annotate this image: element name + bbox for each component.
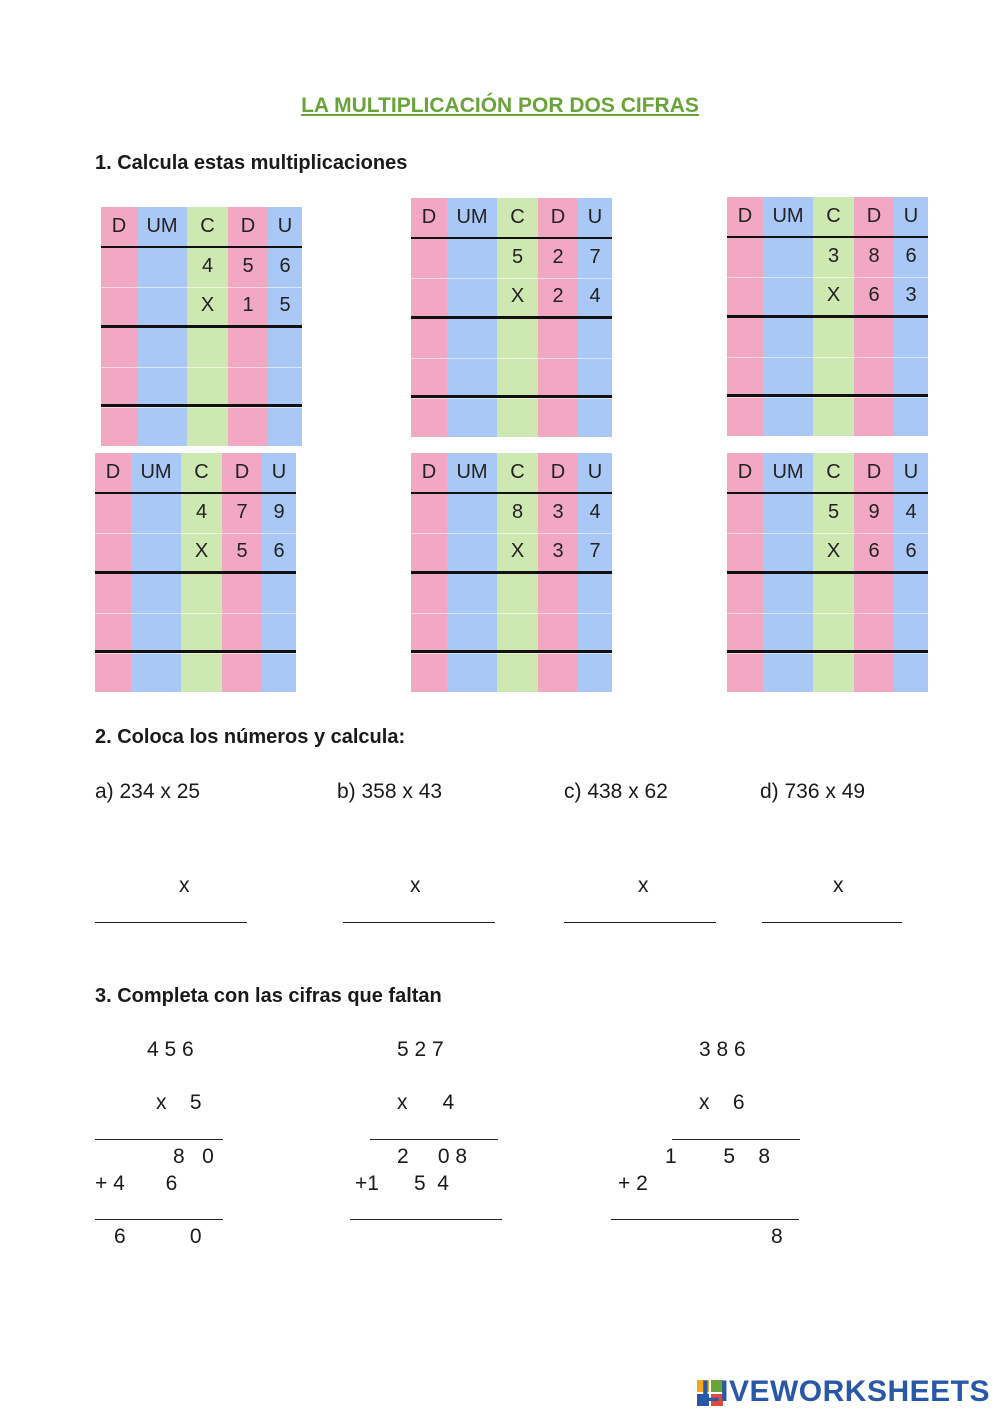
answer-cell[interactable] xyxy=(727,318,763,356)
ex3-line1 xyxy=(672,1139,800,1141)
ex3-result[interactable]: 8 xyxy=(771,1225,783,1248)
grid-digit xyxy=(763,532,813,571)
grid-digit xyxy=(101,247,137,286)
grid-digit xyxy=(447,532,497,571)
grid-header-d: D xyxy=(866,205,882,227)
grid-digit: 7 xyxy=(589,540,601,562)
grid-digit: 5 xyxy=(827,501,840,523)
ex1-partial1[interactable]: 8 0 xyxy=(173,1145,214,1168)
answer-cell[interactable] xyxy=(447,397,497,435)
grid-header-um: UM xyxy=(456,206,488,228)
item-d-answer-line[interactable] xyxy=(762,922,902,924)
grid-digit: 4 xyxy=(905,501,917,523)
grid-digit xyxy=(95,532,131,571)
grid-header-d: D xyxy=(737,461,753,483)
grid-header-d: D xyxy=(105,461,121,483)
ex2-line1 xyxy=(370,1139,498,1141)
grid-digit xyxy=(763,237,813,276)
answer-cell[interactable] xyxy=(497,397,538,435)
answer-cell[interactable] xyxy=(894,357,928,395)
multiply-sign: X xyxy=(194,540,209,562)
grid-digit xyxy=(727,276,763,315)
ex2-top: 5 2 7 xyxy=(397,1038,444,1061)
ex1-line2 xyxy=(95,1219,223,1221)
answer-cell[interactable] xyxy=(268,367,302,405)
grid-digit xyxy=(131,493,181,532)
item-d-label: d) 736 x 49 xyxy=(760,780,866,803)
multiplication-grid xyxy=(727,453,928,692)
answer-cell[interactable] xyxy=(578,652,612,690)
answer-cell[interactable] xyxy=(447,652,497,690)
ex3-partial1[interactable]: 1 5 8 xyxy=(665,1145,771,1168)
grid-digit xyxy=(727,532,763,571)
multiplication-grid xyxy=(411,453,612,692)
grid-digit xyxy=(131,532,181,571)
answer-cell[interactable] xyxy=(763,613,813,651)
grid-header-um: UM xyxy=(772,205,804,227)
answer-cell[interactable] xyxy=(578,613,612,651)
answer-cell[interactable] xyxy=(854,574,894,612)
ex3-mult: x 6 xyxy=(699,1091,745,1114)
grid-header-um: UM xyxy=(772,461,804,483)
grid-header-d: D xyxy=(737,205,753,227)
grid-header-um: UM xyxy=(140,461,172,483)
answer-cell[interactable] xyxy=(447,574,497,612)
grid-header-u: U xyxy=(587,206,603,228)
answer-cell[interactable] xyxy=(181,574,222,612)
answer-cell[interactable] xyxy=(187,406,228,444)
grid-header-d: D xyxy=(234,461,250,483)
grid-digit: 4 xyxy=(201,255,214,277)
grid-header-u: U xyxy=(903,461,919,483)
grid-header-u: U xyxy=(587,461,603,483)
answer-cell[interactable] xyxy=(181,613,222,651)
answer-cell[interactable] xyxy=(894,652,928,690)
grid-digit xyxy=(101,286,137,325)
grid-digit xyxy=(447,493,497,532)
page-title: LA MULTIPLICACIÓN POR DOS CIFRAS xyxy=(301,94,699,117)
grid-header-d: D xyxy=(550,206,566,228)
answer-cell[interactable] xyxy=(538,613,578,651)
answer-cell[interactable] xyxy=(411,613,447,651)
grid-header-d: D xyxy=(550,461,566,483)
grid-header-c: C xyxy=(826,205,841,227)
grid-header-d: D xyxy=(421,461,437,483)
multiplication-grid xyxy=(101,207,302,446)
ex3-top: 3 8 6 xyxy=(699,1038,746,1061)
answer-cell[interactable] xyxy=(578,358,612,396)
grid-digit xyxy=(411,277,447,316)
section2-heading: 2. Coloca los números y calcula: xyxy=(95,726,406,748)
grid-digit xyxy=(95,493,131,532)
grid-digit xyxy=(727,237,763,276)
answer-cell[interactable] xyxy=(131,652,181,690)
grid-digit: 6 xyxy=(905,245,917,267)
answer-cell[interactable] xyxy=(813,574,854,612)
grid-header-c: C xyxy=(510,206,525,228)
answer-cell[interactable] xyxy=(727,396,763,434)
liveworksheets-brand: LIVEWORKSHEETS xyxy=(701,1375,990,1408)
ex3-line2 xyxy=(611,1219,799,1221)
ex3-partial2[interactable]: + 2 xyxy=(618,1172,648,1195)
answer-cell[interactable] xyxy=(497,574,538,612)
answer-cell[interactable] xyxy=(813,357,854,395)
item-a-answer-line[interactable] xyxy=(95,922,247,924)
answer-cell[interactable] xyxy=(262,652,296,690)
answer-cell[interactable] xyxy=(538,652,578,690)
answer-cell[interactable] xyxy=(894,574,928,612)
grid-digit: 8 xyxy=(511,501,524,523)
answer-cell[interactable] xyxy=(497,358,538,396)
grid-digit: 6 xyxy=(279,255,291,277)
answer-cell[interactable] xyxy=(411,319,447,357)
item-b-label: b) 358 x 43 xyxy=(337,780,443,803)
ex2-line2 xyxy=(350,1219,502,1221)
ex2-partial2[interactable]: +1 5 4 xyxy=(355,1172,449,1195)
grid-digit: 4 xyxy=(195,501,208,523)
answer-cell[interactable] xyxy=(222,613,262,651)
grid-header-um: UM xyxy=(456,461,488,483)
answer-cell[interactable] xyxy=(411,652,447,690)
answer-cell[interactable] xyxy=(497,319,538,357)
ex1-mult: x 5 xyxy=(156,1091,202,1114)
multiply-sign: X xyxy=(510,540,525,562)
ex1-line1 xyxy=(95,1139,223,1141)
answer-cell[interactable] xyxy=(101,406,137,444)
grid-header-u: U xyxy=(277,215,293,237)
grid-digit: 7 xyxy=(589,246,601,268)
answer-cell[interactable] xyxy=(813,396,854,434)
answer-cell[interactable] xyxy=(262,613,296,651)
answer-cell[interactable] xyxy=(763,357,813,395)
answer-cell[interactable] xyxy=(578,319,612,357)
multiplication-grid xyxy=(727,197,928,436)
multiply-sign: X xyxy=(826,540,841,562)
ex2-mult: x 4 xyxy=(397,1091,455,1114)
answer-cell[interactable] xyxy=(447,613,497,651)
multiply-sign: X xyxy=(826,284,841,306)
answer-cell[interactable] xyxy=(95,574,131,612)
answer-cell[interactable] xyxy=(497,613,538,651)
answer-cell[interactable] xyxy=(137,367,187,405)
answer-cell[interactable] xyxy=(813,613,854,651)
answer-cell[interactable] xyxy=(187,367,228,405)
answer-cell[interactable] xyxy=(497,652,538,690)
grid-digit xyxy=(447,238,497,277)
answer-cell[interactable] xyxy=(95,613,131,651)
answer-cell[interactable] xyxy=(228,367,268,405)
section3-heading: 3. Completa con las cifras que faltan xyxy=(95,985,442,1007)
answer-cell[interactable] xyxy=(538,358,578,396)
item-d-x: x xyxy=(833,874,844,897)
grid-digit: 3 xyxy=(905,284,917,306)
answer-cell[interactable] xyxy=(262,574,296,612)
answer-cell[interactable] xyxy=(727,574,763,612)
answer-cell[interactable] xyxy=(854,613,894,651)
grid-digit xyxy=(763,276,813,315)
grid-digit: 5 xyxy=(279,294,291,316)
answer-cell[interactable] xyxy=(137,328,187,366)
answer-cell[interactable] xyxy=(813,652,854,690)
grid-header-d: D xyxy=(866,461,882,483)
grid-header-c: C xyxy=(200,215,215,237)
grid-digit: 2 xyxy=(552,246,564,268)
answer-cell[interactable] xyxy=(181,652,222,690)
answer-cell[interactable] xyxy=(268,328,302,366)
answer-cell[interactable] xyxy=(854,318,894,356)
answer-cell[interactable] xyxy=(101,367,137,405)
grid-digit xyxy=(411,238,447,277)
grid-digit: 3 xyxy=(552,540,564,562)
grid-digit: 3 xyxy=(552,501,564,523)
answer-cell[interactable] xyxy=(222,652,262,690)
answer-cell[interactable] xyxy=(222,574,262,612)
answer-cell[interactable] xyxy=(228,328,268,366)
answer-cell[interactable] xyxy=(854,396,894,434)
answer-cell[interactable] xyxy=(727,613,763,651)
item-c-answer-line[interactable] xyxy=(564,922,716,924)
answer-cell[interactable] xyxy=(727,357,763,395)
grid-digit xyxy=(137,286,187,325)
grid-digit: 7 xyxy=(236,501,248,523)
grid-digit xyxy=(411,532,447,571)
grid-digit: 6 xyxy=(868,540,880,562)
grid-digit: 6 xyxy=(273,540,285,562)
grid-digit xyxy=(447,277,497,316)
grid-digit: 9 xyxy=(273,501,285,523)
grid-header-d: D xyxy=(111,215,127,237)
answer-cell[interactable] xyxy=(95,652,131,690)
answer-cell[interactable] xyxy=(137,406,187,444)
item-a-x: x xyxy=(179,874,190,897)
answer-cell[interactable] xyxy=(578,574,612,612)
answer-cell[interactable] xyxy=(763,396,813,434)
multiply-sign: X xyxy=(510,285,525,307)
ex1-partial2[interactable]: + 4 6 xyxy=(95,1172,178,1195)
grid-digit: 5 xyxy=(242,255,254,277)
answer-cell[interactable] xyxy=(411,358,447,396)
answer-cell[interactable] xyxy=(854,652,894,690)
answer-cell[interactable] xyxy=(187,328,228,366)
grid-header-c: C xyxy=(510,461,525,483)
grid-digit: 6 xyxy=(868,284,880,306)
answer-cell[interactable] xyxy=(411,397,447,435)
multiplication-grid xyxy=(95,453,296,692)
grid-header-u: U xyxy=(903,205,919,227)
ex2-partial1[interactable]: 2 0 8 xyxy=(397,1145,468,1168)
answer-cell[interactable] xyxy=(854,357,894,395)
answer-cell[interactable] xyxy=(894,613,928,651)
item-c-label: c) 438 x 62 xyxy=(564,780,668,803)
item-b-answer-line[interactable] xyxy=(343,922,495,924)
answer-cell[interactable] xyxy=(538,319,578,357)
grid-digit: 1 xyxy=(242,294,254,316)
grid-digit: 9 xyxy=(868,501,880,523)
grid-digit: 4 xyxy=(589,501,601,523)
answer-cell[interactable] xyxy=(538,397,578,435)
item-a-label: a) 234 x 25 xyxy=(95,780,201,803)
grid-digit xyxy=(727,493,763,532)
ex1-top: 4 5 6 xyxy=(147,1038,194,1061)
grid-digit xyxy=(137,247,187,286)
grid-digit: 5 xyxy=(236,540,248,562)
answer-cell[interactable] xyxy=(813,318,854,356)
answer-cell[interactable] xyxy=(131,574,181,612)
answer-cell[interactable] xyxy=(763,574,813,612)
answer-cell[interactable] xyxy=(411,574,447,612)
answer-cell[interactable] xyxy=(578,397,612,435)
multiply-sign: X xyxy=(200,294,215,316)
grid-digit: 5 xyxy=(511,246,524,268)
grid-header-d: D xyxy=(240,215,256,237)
answer-cell[interactable] xyxy=(763,318,813,356)
item-c-x: x xyxy=(638,874,649,897)
answer-cell[interactable] xyxy=(228,406,268,444)
grid-header-c: C xyxy=(826,461,841,483)
grid-digit: 2 xyxy=(552,285,564,307)
grid-header-um: UM xyxy=(146,215,178,237)
grid-digit xyxy=(763,493,813,532)
answer-cell[interactable] xyxy=(131,613,181,651)
grid-header-d: D xyxy=(421,206,437,228)
grid-digit: 6 xyxy=(905,540,917,562)
grid-digit xyxy=(411,493,447,532)
answer-cell[interactable] xyxy=(447,358,497,396)
grid-digit: 3 xyxy=(827,245,840,267)
grid-header-c: C xyxy=(194,461,209,483)
item-b-x: x xyxy=(410,874,421,897)
ex1-result[interactable]: 6 0 xyxy=(114,1225,202,1248)
multiplication-grid xyxy=(411,198,612,437)
section1-heading: 1. Calcula estas multiplicaciones xyxy=(95,152,408,174)
answer-cell[interactable] xyxy=(894,318,928,356)
grid-header-u: U xyxy=(271,461,287,483)
grid-digit: 4 xyxy=(589,285,601,307)
answer-cell[interactable] xyxy=(268,406,302,444)
answer-cell[interactable] xyxy=(894,396,928,434)
answer-cell[interactable] xyxy=(538,574,578,612)
answer-cell[interactable] xyxy=(763,652,813,690)
answer-cell[interactable] xyxy=(101,328,137,366)
answer-cell[interactable] xyxy=(447,319,497,357)
grid-digit: 8 xyxy=(868,245,880,267)
answer-cell[interactable] xyxy=(727,652,763,690)
